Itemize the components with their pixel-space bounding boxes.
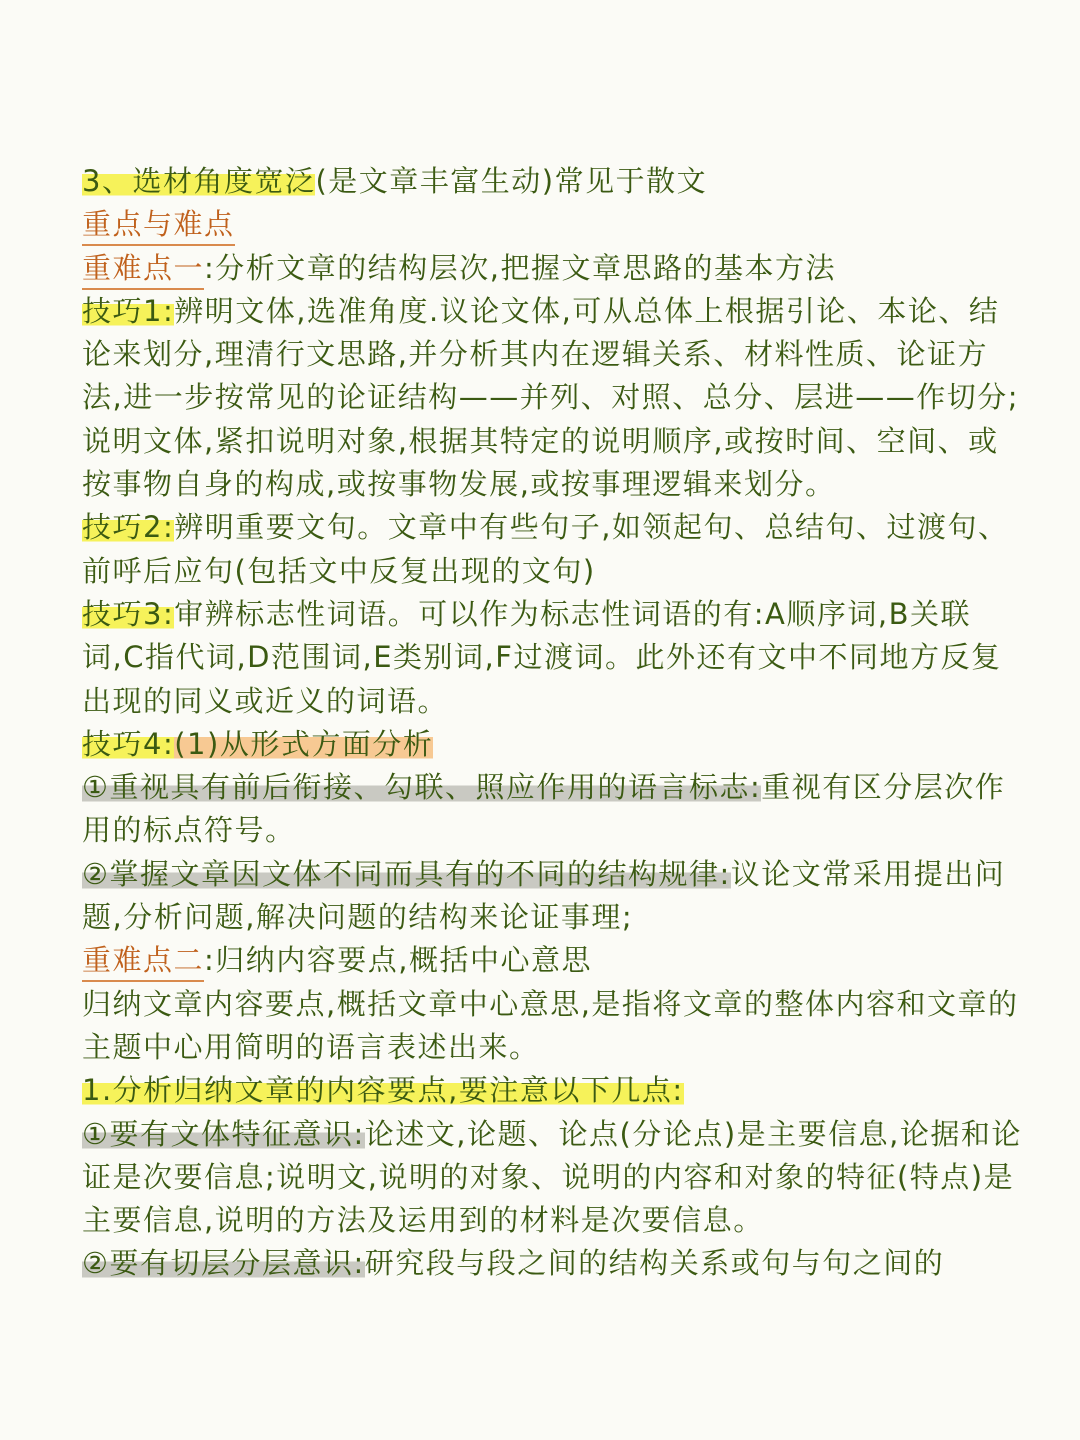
genre-awareness-label: ①要有文体特征意识: bbox=[82, 1116, 365, 1151]
note-line-selection bbox=[82, 160, 1027, 203]
genre-awareness-point bbox=[82, 1113, 1027, 1243]
tip-2 bbox=[82, 506, 1027, 593]
tip-3-label: 技巧3: bbox=[82, 596, 175, 631]
key-point-one-text: :分析文章的结构层次,把握文章思路的基本方法 bbox=[204, 250, 837, 285]
tip-3 bbox=[82, 593, 1027, 723]
form-point-1-text: 重视有区分层次作用的标点符号。 bbox=[82, 770, 1006, 848]
section-heading-row bbox=[82, 203, 1027, 246]
layering-awareness-point bbox=[82, 1242, 1027, 1285]
genre-awareness-text: 论述文,论题、论点(分论点)是主要信息,论据和论证是次要信息;说明文,说明的对象、说明的内容和对象的特征(特点)是主要信息,说明的方法及运用到的材料是次要信息。 bbox=[82, 1116, 1022, 1238]
form-point-2 bbox=[82, 853, 1027, 940]
tip-1-text: 辨明文体,选准角度.议论文体,可从总体上根据引论、本论、结论来划分,理清行文思路,并分析其内在逻辑关系、材料性质、论证方法,进一步按常见的论证结构——并列、对照、总分、层进——作切分;说明文体,紧扣说明对象,根据其特定的说明顺序,或按时间、空间、或按事物自身的构成,或按事物发展,或按事理逻辑来划分。 bbox=[82, 293, 1019, 502]
key-point-one bbox=[82, 247, 1027, 290]
key-point-two-label: 重难点二 bbox=[82, 941, 204, 982]
subsection-1 bbox=[82, 1069, 1027, 1112]
key-point-two bbox=[82, 939, 1027, 982]
study-notes bbox=[82, 160, 1027, 1286]
tip-4-label: 技巧4: bbox=[82, 726, 175, 761]
form-point-2-text: 议论文常采用提出问题,分析问题,解决问题的结构来论证事理; bbox=[82, 856, 1006, 935]
subsection-1-title: 1.分析归纳文章的内容要点,要注意以下几点: bbox=[82, 1073, 684, 1108]
key-point-two-text: :归纳内容要点,概括中心意思 bbox=[204, 943, 593, 978]
tip-4 bbox=[82, 723, 1027, 766]
tip-1 bbox=[82, 290, 1027, 506]
section-heading-key-points: 重点与难点 bbox=[82, 205, 235, 246]
tip-2-text: 辨明重要文句。文章中有些句子,如领起句、总结句、过渡句、前呼后应句(包括文中反复出现的文句) bbox=[82, 510, 1009, 588]
summary-paragraph: 归纳文章内容要点,概括文章中心意思,是指将文章的整体内容和文章的主题中心用简明的语言表述出来。 bbox=[82, 986, 1019, 1064]
form-point-1 bbox=[82, 766, 1027, 853]
tip-3-text: 审辨标志性词语。可以作为标志性词语的有:A顺序词,B关联词,C指代词,D范围词,E类别词,F过渡词。此外还有文中不同地方反复出现的同义或近义的词语。 bbox=[82, 596, 1002, 718]
form-point-2-label: ②掌握文章因文体不同而具有的不同的结构规律: bbox=[82, 856, 731, 891]
layering-awareness-label: ②要有切层分层意识: bbox=[82, 1246, 365, 1281]
text-point-3: (是文章丰富生动)常见于散文 bbox=[315, 164, 708, 198]
key-point-one-label: 重难点一 bbox=[82, 249, 204, 290]
form-point-1-label: ①重视具有前后衔接、勾联、照应作用的语言标志: bbox=[82, 770, 762, 805]
layering-awareness-text: 研究段与段之间的结构关系或句与句之间的 bbox=[364, 1246, 945, 1281]
tip-4-text: (1)从形式方面分析 bbox=[174, 726, 434, 761]
highlight-point-3: 3、选材角度宽泛 bbox=[82, 164, 316, 198]
tip-1-label: 技巧1: bbox=[82, 293, 175, 328]
tip-2-label: 技巧2: bbox=[82, 510, 175, 545]
